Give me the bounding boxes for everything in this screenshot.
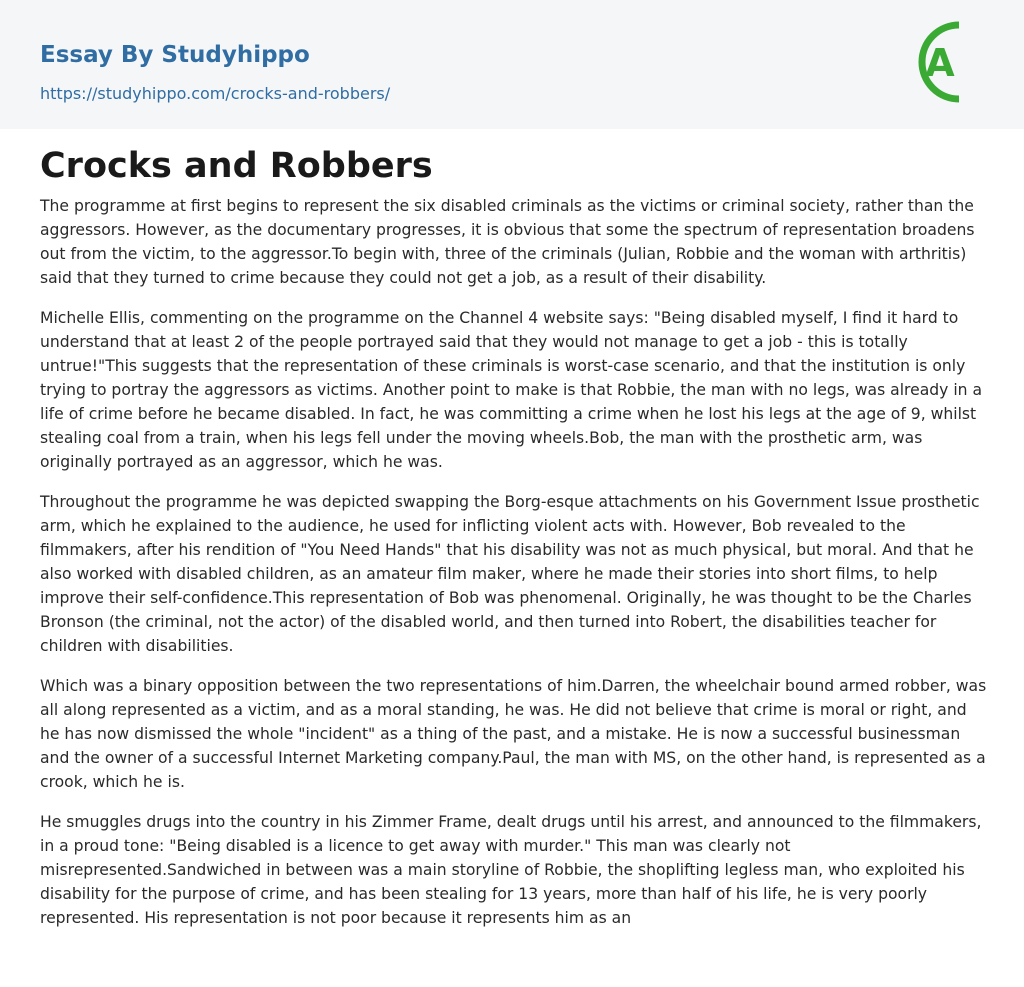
essay-paragraph: Throughout the programme he was depicted swapping the Borg-esque attachments on his Government Issue prosthetic arm, which he explained to the audience, he used for inflicting violent acts with. However, Bob revealed to the filmmakers, after his rendition of "You Need Hands" that his disability was not as much physical, but moral. And that he also worked with disabled children, as an amateur film maker, where he made their stories into short films, to help improve their self-confidence.This representation of Bob was phenomenal. Originally, he was thought to be the Charles Bronson (the criminal, not the actor) of the disabled world, and then turned into Robert, the disabilities teacher for children with disabilities. (40, 493, 980, 655)
brand-title[interactable]: Essay By Studyhippo (40, 42, 310, 68)
site-header (0, 0, 1024, 129)
essay-paragraph: He smuggles drugs into the country in his Zimmer Frame, dealt drugs until his arrest, and announced to the filmmakers, in a proud tone: "Being disabled is a licence to get away with murder." This man was clearly not misrepresented.Sandwiched in between was a main storyline of Robbie, the shoplifting legless man, who exploited his disability for the purpose of crime, and has been stealing for 13 years, more than half of his life, he is very poorly represented. His representation is not poor because it represents him as an (40, 813, 982, 927)
logo-letter: A (925, 41, 955, 85)
essay-body (40, 194, 988, 946)
essay-paragraph: The programme at first begins to represent the six disabled criminals as the victims or criminal society, rather than the aggressors. However, as the documentary progresses, it is obvious that some the spectrum of representation broadens out from the victim, to the aggressor.To begin with, three of the criminals (Julian, Robbie and the woman with arthritis) said that they turned to crime because they could not get a job, as a result of their disability. (40, 197, 975, 287)
essay-paragraph: Which was a binary opposition between the two representations of him.Darren, the wheelchair bound armed robber, was all along represented as a victim, and as a moral standing, he was. He did not believe that crime is moral or right, and he has now dismissed the whole "incident" as a thing of the past, and a mistake. He is now a successful businessman and the owner of a successful Internet Marketing company.Paul, the man with MS, on the other hand, is represented as a crook, which he is. (40, 677, 987, 791)
essay-paragraph: Michelle Ellis, commenting on the programme on the Channel 4 website says: "Being disabled myself, I find it hard to understand that at least 2 of the people portrayed said that they would not manage to get a job - this is totally untrue!"This suggests that the representation of these criminals is worst-case scenario, and that the institution is only trying to portray the aggressors as victims. Another point to make is that Robbie, the man with no legs, was already in a life of crime before he became disabled. In fact, he was committing a crime when he lost his legs at the age of 9, whilst stealing coal from a train, when his legs fell under the moving wheels.Bob, the man with the prosthetic arm, was originally portrayed as an aggressor, which he was. (40, 309, 983, 471)
essay-title: Crocks and Robbers (40, 146, 433, 186)
studyhippo-logo-icon[interactable] (908, 18, 988, 106)
page-url-link[interactable]: https://studyhippo.com/crocks-and-robbers/ (40, 84, 391, 103)
